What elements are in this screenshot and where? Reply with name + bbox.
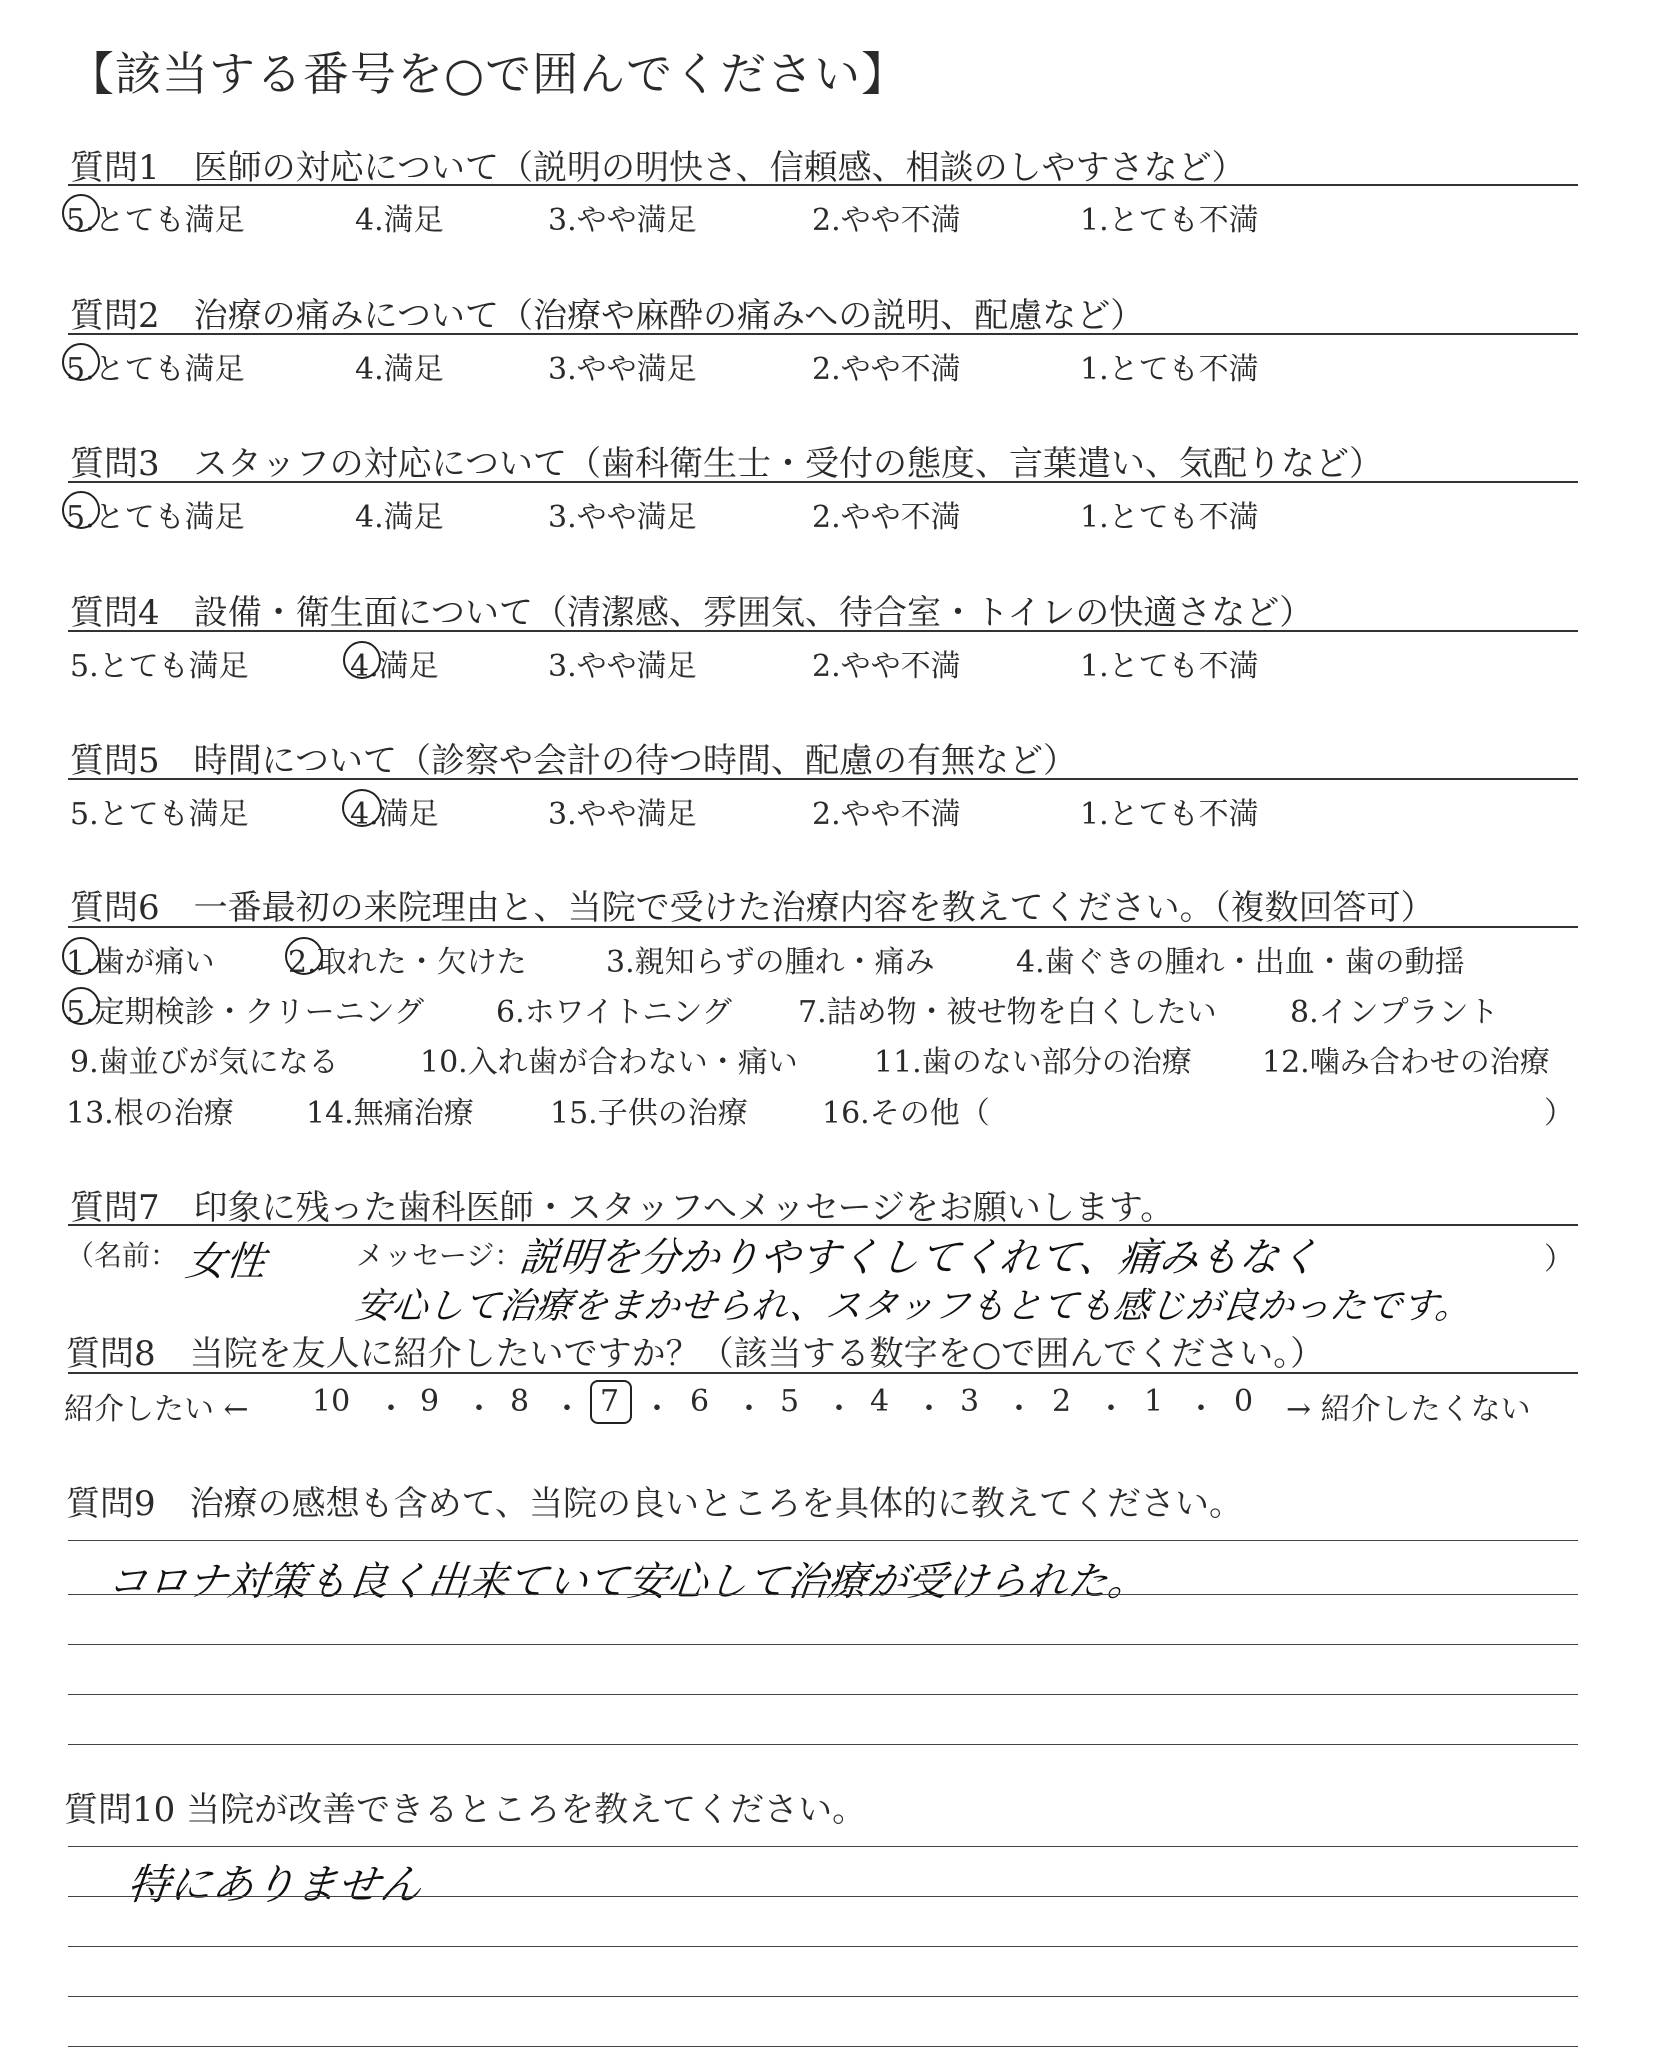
option-2[interactable]: 2.やや不満 <box>812 352 961 387</box>
reason-option[interactable]: 9.歯並びが気になる <box>70 1045 339 1080</box>
option-5[interactable]: 5.とても満足 <box>66 352 245 387</box>
page-title: 【該当する番号を○で囲んでください】 <box>68 47 909 101</box>
scale-dot: ・ <box>914 1392 944 1427</box>
message-handwriting-line-1: 説明を分かりやすくしてくれて、痛みもなく <box>517 1235 1322 1281</box>
question-9-title: 質問9 治療の感想も含めて、当院の良いところを具体的に教えてください。 <box>66 1484 1243 1524</box>
option-1[interactable]: 1.とても不満 <box>1080 649 1259 684</box>
option-1[interactable]: 1.とても不満 <box>1080 797 1259 832</box>
scale-dot: ・ <box>1004 1392 1034 1427</box>
question-2-title: 質問2 治療の痛みについて（治療や麻酔の痛みへの説明、配慮など） <box>70 296 1145 336</box>
reason-option[interactable]: 10.入れ歯が合わない・痛い <box>420 1045 798 1080</box>
scale-dot: ・ <box>1096 1392 1126 1427</box>
answer-line <box>68 2046 1578 2047</box>
reason-option[interactable]: 6.ホワイトニング <box>496 995 732 1030</box>
scale-4[interactable]: 4 <box>870 1384 890 1419</box>
reason-option[interactable]: 1.歯が痛い <box>66 945 215 980</box>
selection-circle-mark <box>62 491 100 529</box>
option-4[interactable]: 4.満足 <box>350 797 439 832</box>
selection-circle-mark <box>62 194 100 232</box>
option-5[interactable]: 5.とても満足 <box>70 797 249 832</box>
scale-5[interactable]: 5 <box>780 1384 800 1419</box>
scale-6[interactable]: 6 <box>690 1384 710 1419</box>
reason-option[interactable]: 16.その他（ <box>822 1096 990 1131</box>
recommend-right-label: → 紹介したくない <box>1286 1392 1531 1427</box>
answer-handwriting: 特にありません <box>125 1860 425 1909</box>
name-handwriting: 女性 <box>183 1239 269 1285</box>
scale-dot: ・ <box>464 1392 494 1427</box>
scale-dot: ・ <box>376 1392 406 1427</box>
option-4[interactable]: 4.満足 <box>355 500 444 535</box>
answer-line <box>68 1594 1578 1595</box>
option-1[interactable]: 1.とても不満 <box>1080 352 1259 387</box>
answer-line <box>68 1744 1578 1745</box>
option-5[interactable]: 5.とても満足 <box>66 203 245 238</box>
option-2[interactable]: 2.やや不満 <box>812 649 961 684</box>
answer-handwriting: コロナ対策も良く出来ていて安心して治療が受けられた。 <box>105 1559 1151 1605</box>
option-4[interactable]: 4.満足 <box>355 352 444 387</box>
answer-line <box>68 1644 1578 1645</box>
selection-circle-mark <box>62 343 100 381</box>
scale-2[interactable]: 2 <box>1052 1384 1072 1419</box>
answer-line <box>68 1694 1578 1695</box>
scale-3[interactable]: 3 <box>960 1384 980 1419</box>
option-3[interactable]: 3.やや満足 <box>548 203 697 238</box>
scale-dot: ・ <box>552 1392 582 1427</box>
reason-option[interactable]: 5.定期検診・クリーニング <box>66 995 425 1030</box>
scale-7[interactable]: 7 <box>600 1384 620 1419</box>
message-label: メッセージ： <box>356 1239 523 1272</box>
selection-circle-mark <box>343 641 381 679</box>
answer-line <box>68 1540 1578 1541</box>
option-3[interactable]: 3.やや満足 <box>548 797 697 832</box>
question-6-title: 質問6 一番最初の来院理由と、当院で受けた治療内容を教えてください。（複数回答可） <box>70 888 1435 928</box>
answer-line <box>68 1996 1578 1997</box>
option-2[interactable]: 2.やや不満 <box>812 797 961 832</box>
reason-option[interactable]: 12.噛み合わせの治療 <box>1262 1045 1550 1080</box>
option-2[interactable]: 2.やや不満 <box>812 500 961 535</box>
reason-option[interactable]: 8.インプラント <box>1290 995 1499 1030</box>
question-4-title: 質問4 設備・衛生面について（清潔感、雰囲気、待合室・トイレの快適さなど） <box>70 593 1314 633</box>
scale-8[interactable]: 8 <box>510 1384 530 1419</box>
scale-dot: ・ <box>1186 1392 1216 1427</box>
message-handwriting-line-2: 安心して治療をまかせられ、スタッフもとても感じが良かったです。 <box>353 1286 1474 1327</box>
selection-circle-mark <box>62 987 100 1025</box>
option-3[interactable]: 3.やや満足 <box>548 352 697 387</box>
reason-option[interactable]: 7.詰め物・被せ物を白くしたい <box>798 995 1217 1030</box>
reason-option[interactable]: 15.子供の治療 <box>550 1096 748 1131</box>
answer-line <box>68 1896 1578 1897</box>
selection-box-mark <box>590 1380 632 1424</box>
option-4[interactable]: 4.満足 <box>350 649 439 684</box>
reason-option[interactable]: 13.根の治療 <box>66 1096 234 1131</box>
scale-dot: ・ <box>642 1392 672 1427</box>
message-close-paren: ） <box>1544 1242 1574 1277</box>
option-1[interactable]: 1.とても不満 <box>1080 500 1259 535</box>
selection-circle-mark <box>342 789 382 827</box>
divider <box>68 1372 1578 1374</box>
question-8-title: 質問8 当院を友人に紹介したいですか？（該当する数字を○で囲んでください。） <box>66 1334 1325 1374</box>
question-10-title: 質問10 当院が改善できるところを教えてください。 <box>64 1790 867 1830</box>
scale-9[interactable]: 9 <box>420 1384 440 1419</box>
reason-option[interactable]: 11.歯のない部分の治療 <box>874 1045 1192 1080</box>
scale-10[interactable]: 10 <box>312 1384 351 1419</box>
scale-0[interactable]: 0 <box>1234 1384 1254 1419</box>
scale-dot: ・ <box>734 1392 764 1427</box>
reason-option[interactable]: 4.歯ぐきの腫れ・出血・歯の動揺 <box>1016 945 1465 980</box>
divider <box>68 481 1578 483</box>
selection-circle-mark <box>62 937 100 975</box>
selection-circle-mark <box>285 937 323 975</box>
divider <box>68 333 1578 335</box>
scale-1[interactable]: 1 <box>1144 1384 1164 1419</box>
option-2[interactable]: 2.やや不満 <box>812 203 961 238</box>
option-3[interactable]: 3.やや満足 <box>548 500 697 535</box>
name-label: （名前： <box>66 1239 179 1272</box>
reason-option[interactable]: 3.親知らずの腫れ・痛み <box>606 945 935 980</box>
divider <box>68 926 1578 928</box>
question-7-title: 質問7 印象に残った歯科医師・スタッフへメッセージをお願いします。 <box>70 1188 1175 1228</box>
question-3-title: 質問3 スタッフの対応について（歯科衛生士・受付の態度、言葉遣い、気配りなど） <box>70 444 1383 484</box>
option-3[interactable]: 3.やや満足 <box>548 649 697 684</box>
divider <box>68 778 1578 780</box>
other-close-paren: ） <box>1544 1096 1574 1131</box>
question-5-title: 質問5 時間について（診察や会計の待つ時間、配慮の有無など） <box>70 741 1077 781</box>
answer-line <box>68 1846 1578 1847</box>
recommend-left-label: 紹介したい ← <box>64 1392 249 1427</box>
divider <box>68 630 1578 632</box>
reason-option[interactable]: 14.無痛治療 <box>306 1096 474 1131</box>
option-5[interactable]: 5.とても満足 <box>70 649 249 684</box>
option-5[interactable]: 5.とても満足 <box>66 500 245 535</box>
question-1-title: 質問1 医師の対応について（説明の明快さ、信頼感、相談のしやすさなど） <box>70 148 1246 188</box>
divider <box>68 184 1578 186</box>
scale-dot: ・ <box>824 1392 854 1427</box>
option-4[interactable]: 4.満足 <box>355 203 444 238</box>
reason-option[interactable]: 2.取れた・欠けた <box>288 945 527 980</box>
option-1[interactable]: 1.とても不満 <box>1080 203 1259 238</box>
answer-line <box>68 1946 1578 1947</box>
